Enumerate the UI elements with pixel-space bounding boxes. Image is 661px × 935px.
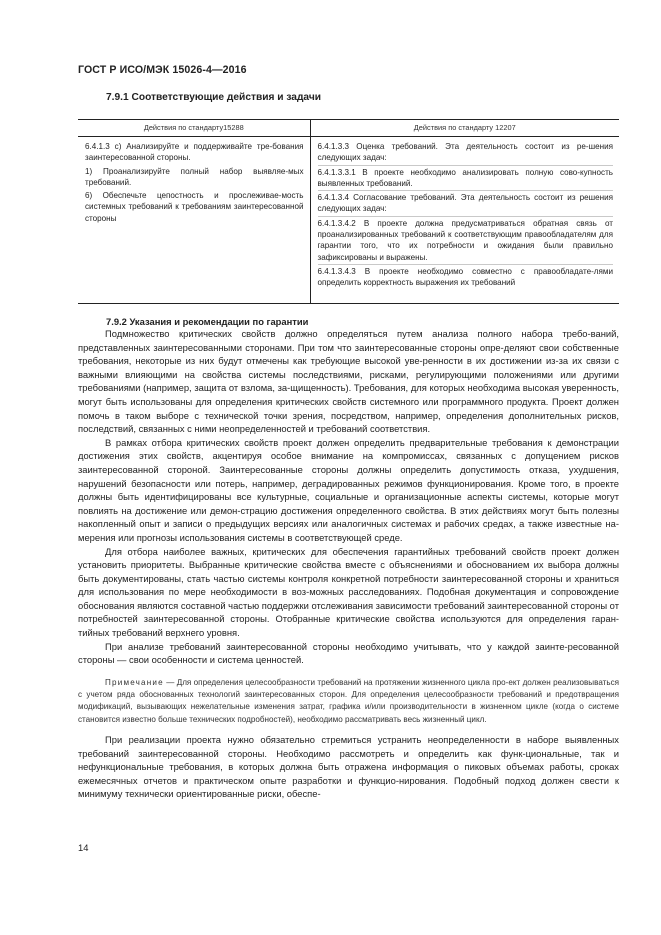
cell-paragraph: 6.4.1.3 c) Анализируйте и поддерживайте тре-бования заинтересованной стороны. xyxy=(85,142,304,163)
table-header-15288: Действия по стандарту15288 xyxy=(78,120,310,137)
cell-paragraph: 6) Обеспечьте цепостность и прослеживае-мость системных требований к требованиям заинтересованной стороны xyxy=(85,191,304,223)
note xyxy=(78,677,619,726)
requirements-table xyxy=(78,119,619,304)
table-header-12207: Действия по стандарту 12207 xyxy=(310,120,619,137)
table-cell-15288 xyxy=(78,137,310,304)
section-title: 7.9.1 Соответствующие действия и задачи xyxy=(106,92,322,103)
body-text xyxy=(78,327,619,801)
paragraph: При реализации проекта нужно обязательно стремиться устранить неопределенности в наборе выявленных требований заинтересованной стороны. Необходимо рассмотреть и определить как функ-циональные, так и нефункциональные требования, в которых должна быть отражена информация о пиковых объемах работы, сроках ежемесячных отчетов и практическом опыте разработки и функцио-нирования. Подобный подход должен свести к минимуму технически ориентированные риски, обеспе- xyxy=(78,734,619,800)
cell-paragraph: 1) Проанализируйте полный набор выявляе-мых требований. xyxy=(85,166,304,187)
section-title-2: 7.9.2 Указания и рекомендации по гарантии xyxy=(106,316,309,327)
page-number: 14 xyxy=(78,842,89,853)
paragraph: При анализе требований заинтересованной стороны необходимо учитывать, что у каждой заинте-ресованной стороны — свои особенности и система ценностей. xyxy=(78,640,619,666)
paragraph: Для отбора наиболее важных, критических для обеспечения гарантийных требований свойств проект должен установить приоритеты. Выбранные критические свойства вместе с объяснениями и обоснованием их выбора должны быть документированы, стать частью системы контроля конкретной потребности заинтересованной стороны и храниться для использования по мере необходимости в воз-можных расследованиях. Подобная документация и сопровождение обоснования являются составной частью поддержки отслеживания зависимости требований заинтересованной стороны от потребностей заинтересованной стороны. Отобранные критические свойства используются для определения гаран-тийных требований верхнего уровня. xyxy=(78,545,619,639)
document-header: ГОСТ Р ИСО/МЭК 15026-4—2016 xyxy=(78,64,247,76)
cell-paragraph: 6.4.1.3.4.3 В проекте необходимо совместно с правообладате-лями определить корректность выражения их требований xyxy=(317,266,613,288)
cell-paragraph: 6.4.1.3.3.1 В проекте необходимо анализировать полную сово-купность выявленных требований. xyxy=(318,167,614,192)
cell-paragraph: 6.4.1.3.4.2 В проекте должна предусматриваться обратная связь от проанализированных требований к соответствующим правообладателям для гарантии того, что их потребности и ожидания были правильно зафиксированы и выражены. xyxy=(318,218,614,265)
paragraph: Подмножество критических свойств должно определяться путем анализа полного набора требо-ваний, представленных заинтересованными сторонами. При том что заинтересованные стороны опре-деляют свои собственные требования, некоторые из них будут отмечены как требующие высокой уве-ренности в их достижении из-за их связи с важными влияющими на свойства системы последствиями, рисками, регулирующими положениями или другими требованиями (например, защита от взлома, за-щищенность). Требования, для которых необходима высокая уверенность, могут быть использованы для определения критических свойств системного или программного продукта. Проект должен помочь в таком выборе с технической точки зрения, посредством, например, определения дополнительных рисков, последствий, связанных с ними неопределенностей и требований соответствия. xyxy=(78,328,619,435)
cell-paragraph: 6.4.1.3.3 Оценка требований. Эта деятельность состоит из ре-шения следующих задач: xyxy=(318,141,614,166)
cell-paragraph: 6.4.1.3.4 Согласование требований. Эта деятельность состоит из решения следующих задач: xyxy=(318,192,614,217)
note-text: — Для определения целесообразности требований на протяжении жизненного цикла про-ект должен реализовываться с учетом ряда обоснованных технологий заинтересованных сторон. Для определения целесообразности требований и предотвращения модификаций, вызывающих нежелательные изменения затрат, графика и/или производительности в жизненном цикле (когда о системе становится известно больше технических подробностей), необходимо рассматривать весь жизненный цикл. xyxy=(78,677,619,724)
note-label: Примечание xyxy=(105,677,164,687)
table-cell-12207 xyxy=(310,137,619,304)
paragraph: В рамках отбора критических свойств проект должен определить предварительные требования к демонстрации достижения этих свойств, акцентируя особое внимание на компромиссах, связанных с допущением рисков заинтересованной стороной. Заинтересованные стороны должны определить допустимость отказа, ухудшения, нарушений безопасности или потерь, например, деградированных режимов функционирования. Кроме того, в проекте должны быть идентифицированы все культурные, социальные и организационные аспекты системы, которые могут повлиять на достижение или демон-страцию достижения определенного свойства. В этих действиях могут быть полезны накопленный опыт и записи о предыдущих версиях или аналогичных системах и рабочих средах, а также известные на-мерения или прогнозы использования системы в соответствующей среде. xyxy=(78,436,619,543)
